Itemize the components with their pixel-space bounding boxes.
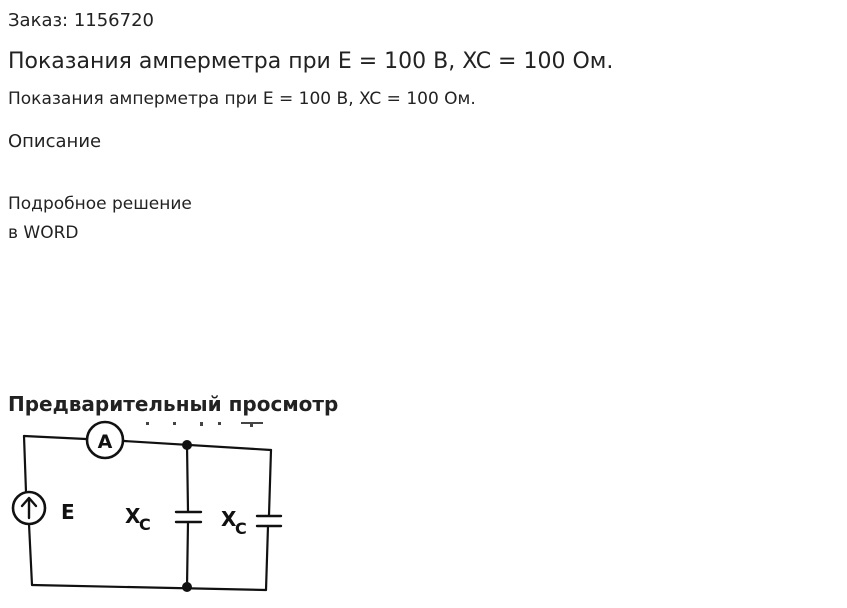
capacitor-2-label-sub: C xyxy=(235,519,247,538)
circuit-diagram xyxy=(0,418,300,608)
wire-right-lower xyxy=(266,526,268,590)
wire-left-lower xyxy=(29,524,32,585)
junction-bottom xyxy=(182,582,192,592)
page-title: Показания амперметра при E = 100 В, XC = 100 Ом. xyxy=(8,49,614,74)
task-text: Показания амперметра при E = 100 В, XC = 100 Ом. xyxy=(8,89,476,109)
order-number: Заказ: 1156720 xyxy=(8,10,154,31)
junction-top xyxy=(182,440,192,450)
voltage-source xyxy=(13,492,45,524)
description-line-2: в WORD xyxy=(8,223,79,243)
capacitor-2-label: X xyxy=(221,507,237,531)
wire-right-upper xyxy=(269,450,271,515)
cutoff-text-artifacts xyxy=(146,422,263,427)
wire-top-left xyxy=(24,436,86,439)
wire-left-upper xyxy=(24,436,26,492)
wire-top-right xyxy=(124,441,271,450)
source-label: E xyxy=(61,500,75,524)
description-line-1: Подробное решение xyxy=(8,194,192,214)
ammeter xyxy=(87,422,123,458)
ammeter-label: A xyxy=(97,431,113,453)
wire-bottom xyxy=(32,585,266,590)
wire-mid-lower xyxy=(187,522,188,587)
wire-mid-upper xyxy=(187,445,188,511)
capacitor-2 xyxy=(257,516,281,526)
capacitor-1-label-sub: C xyxy=(139,515,151,534)
capacitor-1-label: X xyxy=(125,504,141,528)
capacitor-1 xyxy=(176,512,201,522)
preview-heading: Предварительный просмотр xyxy=(8,392,339,416)
preview-image xyxy=(0,418,300,608)
description-heading: Описание xyxy=(8,131,102,152)
